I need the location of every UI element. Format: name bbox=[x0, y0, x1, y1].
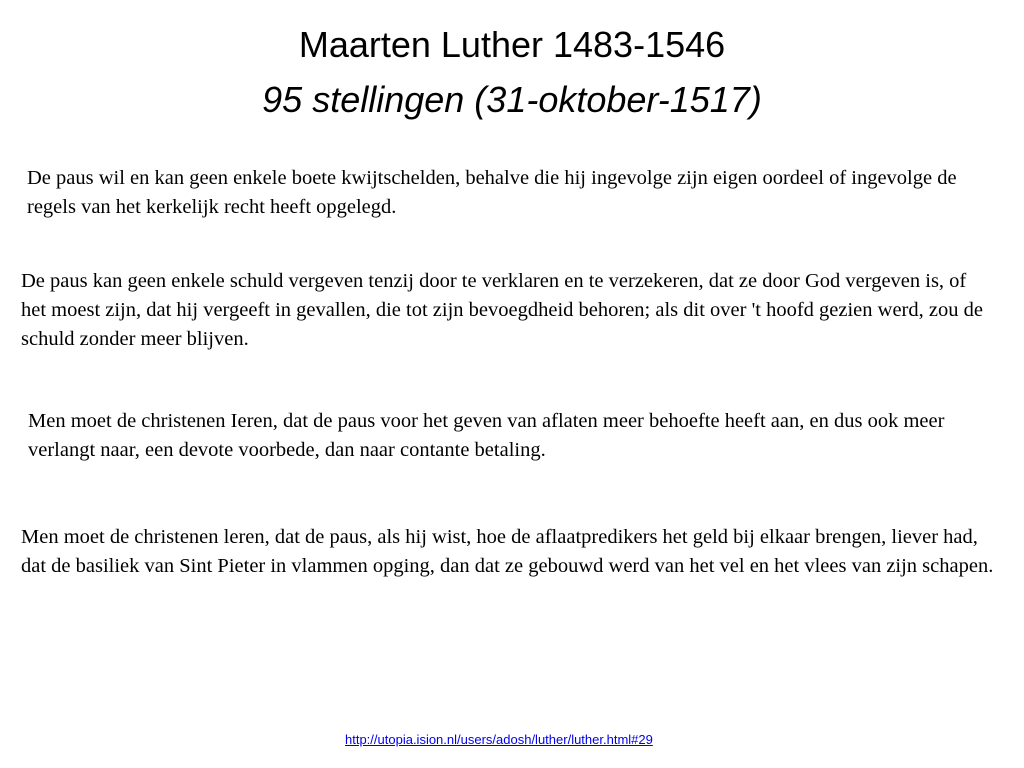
thesis-paragraph-4: Men moet de christenen leren, dat de paus, als hij wist, hoe de aflaatpredikers het geld bij elkaar brengen, liever had, dat de basiliek van Sint Pieter in vlammen opging, dan dat ze gebouwd werd van het vel en het vlees van zijn schapen. bbox=[21, 526, 994, 577]
slide-subtitle: 95 stellingen (31-oktober-1517) bbox=[262, 79, 762, 120]
thesis-paragraph-3: Men moet de christenen Ieren, dat de paus voor het geven van aflaten meer behoefte heeft aan, en dus ook meer verlangt naar, een devote voorbede, dan naar contante betaling. bbox=[28, 410, 945, 461]
thesis-paragraph-1: De paus wil en kan geen enkele boete kwijtschelden, behalve die hij ingevolge zijn eigen oordeel of ingevolge de regels van het kerkelijk recht heeft opgelegd. bbox=[27, 167, 957, 218]
source-link[interactable]: http://utopia.ision.nl/users/adosh/luther/luther.html#29 bbox=[345, 732, 653, 747]
thesis-paragraph-2: De paus kan geen enkele schuld vergeven tenzij door te verklaren en te verzekeren, dat ze door God vergeven is, of het moest zijn, dat hij vergeeft in gevallen, die tot zijn bevoegdheid behoren; als dit over 't hoofd gezien werd, zou de schuld zonder meer blijven. bbox=[21, 270, 983, 350]
slide-title: Maarten Luther 1483-1546 bbox=[298, 24, 726, 65]
